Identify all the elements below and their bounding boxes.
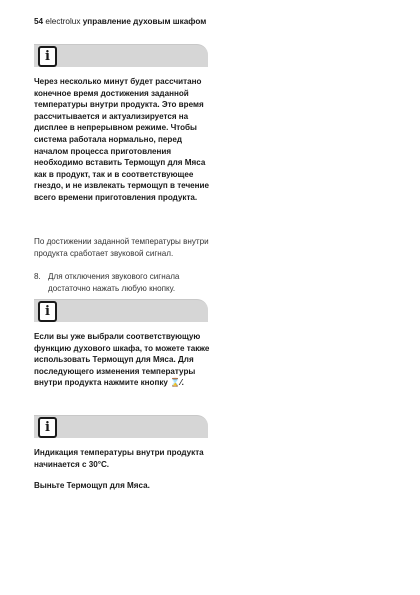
- info-icon: i: [38, 46, 57, 67]
- info-text-3: [34, 447, 216, 470]
- info-bar-1: [34, 44, 208, 67]
- section-title: управление духовым шкафом: [82, 17, 207, 26]
- brand-name: electrolux: [45, 17, 81, 26]
- info-text-2: [34, 331, 216, 389]
- info-bar-3: [34, 415, 208, 438]
- normal-paragraph: [34, 236, 210, 259]
- paragraph: По достижении заданной температуры внутри продукта сработает звуковой сигнал.: [34, 237, 209, 258]
- paragraph: Индикация температуры внутри продукта начинается с 30°C.: [34, 448, 204, 469]
- page-number: 54: [34, 17, 44, 26]
- step-text: Для отключения звукового сигнала достаточно нажать любую кнопку.: [48, 272, 180, 293]
- paragraph: Выньте Термощуп для Мяса.: [34, 481, 150, 490]
- paragraph: Через несколько минут будет рассчитано конечное время достижения заданной температуры внутри продукта. Это время рассчитывается и актуализируется на дисплее в непрерывном режиме. Чтобы система работала нормально, перед началом процесса приготовления необходимо вставить Термощуп для Мяса как в продукт, так и в соответствующее гнездо, и не извлекать термощуп в течение всего времени приготовления продукта.: [34, 77, 210, 202]
- page-header: [34, 17, 206, 26]
- info-bar-2: [34, 299, 208, 322]
- paragraph: Если вы уже выбрали соответствующую функцию духового шкафа, то можете также использовать Термощуп для Мяса. Для последующего изменения температуры внутри продукта нажмите кнопку ⌛⁄.: [34, 332, 210, 388]
- info-icon: i: [38, 301, 57, 322]
- step-number: 8.: [34, 272, 41, 281]
- info-text-4: [34, 480, 216, 492]
- info-icon: i: [38, 417, 57, 438]
- info-text-1: [34, 76, 216, 204]
